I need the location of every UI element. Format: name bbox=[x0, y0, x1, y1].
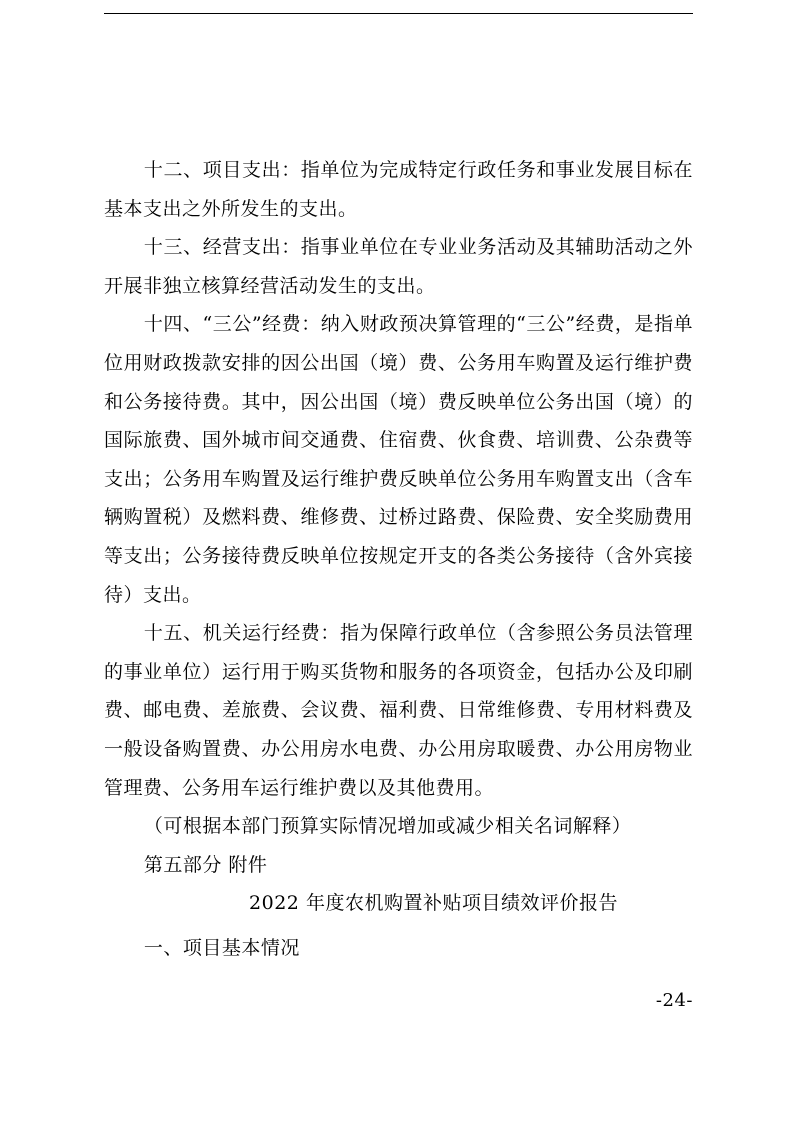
paragraph-agency-operating-expenses: 十五、机关运行经费：指为保障行政单位（含参照公务员法管理的事业单位）运行用于购买货物和服务的各项资金，包括办公及印刷费、邮电费、差旅费、会议费、福利费、日常维修费、专用材料费及一般设备购置费、办公用房水电费、办公用房取暖费、办公用房物业管理费、公务用车运行维护费以及其他费用。 bbox=[104, 622, 693, 799]
paragraph-project-expenditure: 十二、项目支出：指单位为完成特定行政任务和事业发展目标在基本支出之外所发生的支出。 bbox=[104, 159, 693, 220]
page-number: -24- bbox=[655, 990, 693, 1011]
header-rule bbox=[104, 13, 693, 14]
paragraph-operating-expenditure: 十三、经营支出：指事业单位在专业业务活动及其辅助活动之外开展非独立核算经营活动发生的支出。 bbox=[104, 236, 693, 297]
document-body bbox=[104, 151, 693, 967]
paragraph-three-public-expenses: 十四、“三公”经费：纳入财政预决算管理的“三公”经费，是指单位用财政拨款安排的因公出国（境）费、公务用车购置及运行维护费和公务接待费。其中，因公出国（境）费反映单位公务出国（境）的国际旅费、国外城市间交通费、住宿费、伙食费、培训费、公杂费等支出；公务用车购置及运行维护费反映单位公务用车购置支出（含车辆购置税）及燃料费、维修费、过桥过路费、保险费、安全奖励费用等支出；公务接待费反映单位按规定开支的各类公务接待（含外宾接待）支出。 bbox=[104, 313, 693, 606]
part-heading: 第五部分 附件 bbox=[143, 853, 268, 876]
note-text: （可根据本部门预算实际情况增加或减少相关名词解释） bbox=[143, 815, 632, 838]
section-heading: 一、项目基本情况 bbox=[143, 936, 300, 959]
report-title: 2022 年度农机购置补贴项目绩效评价报告 bbox=[249, 892, 618, 915]
